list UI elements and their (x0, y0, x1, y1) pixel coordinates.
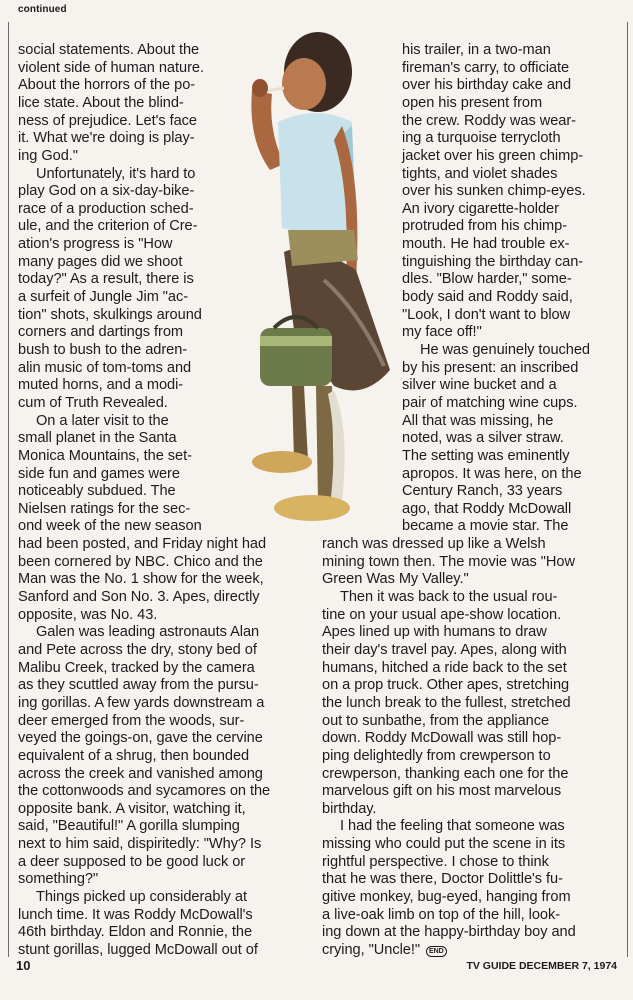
text-line: as they scuttled away from the pursu- (18, 677, 259, 694)
text-line: fireman's carry, to officiate (402, 59, 570, 76)
text-line: stunt gorillas, lugged McDowall out of (18, 942, 258, 958)
text-line: Malibu Creek, tracked by the camera (18, 659, 255, 676)
text-line: corners and dartings from (18, 324, 184, 341)
text-line: noticeably subdued. The (18, 483, 176, 500)
text-line: tinguishing the birthday can- (402, 253, 584, 270)
text-line: gitive monkey, bug-eyed, hanging from (322, 889, 571, 906)
text-line: lice state. About the blind- (18, 94, 184, 111)
text-line: became a movie star. The (402, 518, 569, 535)
text-line: the crew. Roddy was wear- (402, 112, 576, 129)
text-line: marvelous gift on his most marvelous (322, 783, 562, 800)
text-line: small planet in the Santa (18, 430, 177, 447)
text-line: ing gorillas. A few yards downstream a (18, 694, 265, 711)
text-line: ness of prejudice. Let's face (18, 112, 197, 129)
text-line: Green Was My Valley." (322, 571, 469, 588)
text-line: ranch was dressed up like a Welsh (322, 536, 546, 553)
text-line: on a prop truck. Other apes, stretching (322, 677, 570, 694)
text-line: alin music of tom-toms and (18, 359, 192, 376)
text-line: Sanford and Son No. 3. Apes, directly (18, 589, 260, 606)
text-line: ing down at the happy-birthday boy and (322, 924, 576, 941)
text-line: The setting was eminently (402, 447, 570, 464)
text-line: a live-oak limb on top of the hill, look- (322, 906, 561, 923)
text-line: veyed the goings-on, gave the cervine (18, 730, 263, 747)
text-line: opposite bank. A visitor, watching it, (18, 800, 246, 817)
text-line: the lunch break to the fullest, stretched (322, 694, 571, 711)
text-line: race of a production sched- (18, 200, 194, 217)
text-line: Things picked up considerably at (36, 889, 247, 906)
text-line: my face off!" (402, 324, 482, 341)
text-line: An ivory cigarette-holder (402, 200, 559, 217)
end-mark-icon: END (426, 946, 447, 957)
text-line: silver wine bucket and a (402, 377, 557, 394)
text-line: and Pete across the dry, stony bed of (18, 642, 257, 658)
text-line: About the horrors of the po- (18, 77, 196, 94)
text-line: had been posted, and Friday night had (18, 536, 267, 553)
text-line: Man was the No. 1 show for the week, (18, 571, 264, 588)
text-line: I had the feeling that someone was (340, 818, 565, 835)
text-line: across the creek and vanished among (18, 765, 263, 782)
text-line: over his birthday cake and (402, 77, 572, 94)
text-line: body said and Roddy said, (402, 289, 573, 306)
continued-label: continued (18, 4, 67, 15)
text-line: All that was missing, he (402, 412, 554, 429)
text-line: He was genuinely touched (420, 342, 590, 358)
text-line: a surfeit of Jungle Jim "ac- (18, 289, 189, 306)
text-line: play God on a six-day-bike- (18, 183, 195, 200)
text-line: missing who could put the scene in its (322, 836, 566, 853)
text-line: noted, was a silver straw. (402, 430, 564, 447)
text-line: said, "Beautiful!" A gorilla slumping (18, 818, 240, 835)
text-line: ule, and the criterion of Cre- (18, 218, 198, 235)
text-line: birthday. (322, 800, 377, 817)
text-line: humans, hitched a ride back to the set (322, 659, 567, 676)
text-line: that he was there, Doctor Dolittle's fu- (322, 871, 563, 888)
text-line-final: crying, "Uncle!" END (322, 941, 447, 959)
text-line: tine on your usual ape-show location. (322, 606, 562, 623)
text-line: Galen was leading astronauts Alan (36, 624, 260, 641)
text-line: down. Roddy McDowall was still hop- (322, 730, 562, 747)
text-line: muted horns, and a modi- (18, 377, 184, 394)
left-margin-rule (8, 22, 9, 957)
page-number: 10 (16, 958, 31, 973)
text-line: the cottonwoods and sycamores on the (18, 783, 271, 800)
text-line: ago, that Roddy McDowall (402, 500, 572, 517)
text-line: something?" (18, 871, 99, 888)
text-line: lunch time. It was Roddy McDowall's (18, 906, 253, 923)
text-line: 46th birthday. Eldon and Ronnie, the (18, 924, 253, 941)
text-line: Nielsen ratings for the sec- (18, 500, 191, 517)
text-line: opposite, was No. 43. (18, 606, 158, 623)
text-line: Then it was back to the usual rou- (340, 589, 558, 606)
text-line: been cornered by NBC. Chico and the (18, 553, 263, 570)
text-line: out to sunbathe, from the appliance (322, 712, 550, 729)
text-line: cum of Truth Revealed. (18, 394, 168, 411)
text-line: ation's progress is "How (18, 236, 173, 253)
text-line: ing a turquoise terrycloth (402, 130, 561, 147)
text-line: ing God." (18, 147, 78, 164)
issue-dateline: TV GUIDE DECEMBER 7, 1974 (466, 960, 617, 972)
text-line: a deer supposed to be good luck or (18, 853, 246, 870)
right-margin-rule (627, 22, 628, 957)
text-line: deer emerged from the woods, sur- (18, 712, 245, 729)
text-line: his trailer, in a two-man (402, 42, 551, 58)
text-line: today?" As a result, there is (18, 271, 194, 288)
text-line: Apes lined up with humans to draw (322, 624, 547, 641)
ape-actor-illustration (238, 30, 410, 540)
text-line: mining town then. The movie was "How (322, 553, 575, 570)
text-line: pair of matching wine cups. (402, 394, 578, 411)
text-line: dles. "Blow harder," some- (402, 271, 572, 288)
text-line: Monica Mountains, the set- (18, 447, 192, 464)
text-line: On a later visit to the (36, 412, 169, 429)
text-line: social statements. About the (18, 42, 200, 58)
text-line: Unfortunately, it's hard to (36, 165, 196, 182)
text-line: protruded from his chimp- (402, 218, 568, 235)
text-line: side fun and games were (18, 465, 180, 482)
text-line: ond week of the new season (18, 518, 202, 535)
text-line: violent side of human nature. (18, 59, 204, 76)
text-line: ping delightedly from crewperson to (322, 747, 551, 764)
text-line: "Look, I don't want to blow (402, 306, 571, 323)
text-line: their day's travel pay. Apes, along with (322, 642, 567, 658)
text-line: rightful perspective. I chose to think (322, 853, 549, 870)
text-line: it. What we're doing is play- (18, 130, 195, 147)
text-line: mouth. He had trouble ex- (402, 236, 570, 253)
text-line: crewperson, thanking each one for the (322, 765, 569, 782)
text-line: open his present from (402, 94, 543, 111)
text-line: tights, and violet shades (402, 165, 558, 182)
text-line: Century Ranch, 33 years (402, 483, 563, 500)
text-line: bush to bush to the adren- (18, 342, 188, 358)
text-line: tion" shots, skulkings around (18, 306, 202, 323)
text-line: jacket over his green chimp- (402, 147, 584, 164)
text-line: equivalent of a shrug, then bounded (18, 747, 250, 764)
text-line: next to him said, dispiritedly: "Why? Is (18, 836, 262, 853)
text-line: by his present: an inscribed (402, 359, 579, 376)
text-line: many pages did we shoot (18, 253, 183, 270)
text-line: over his sunken chimp-eyes. (402, 183, 586, 200)
text-line: apropos. It was here, on the (402, 465, 582, 482)
